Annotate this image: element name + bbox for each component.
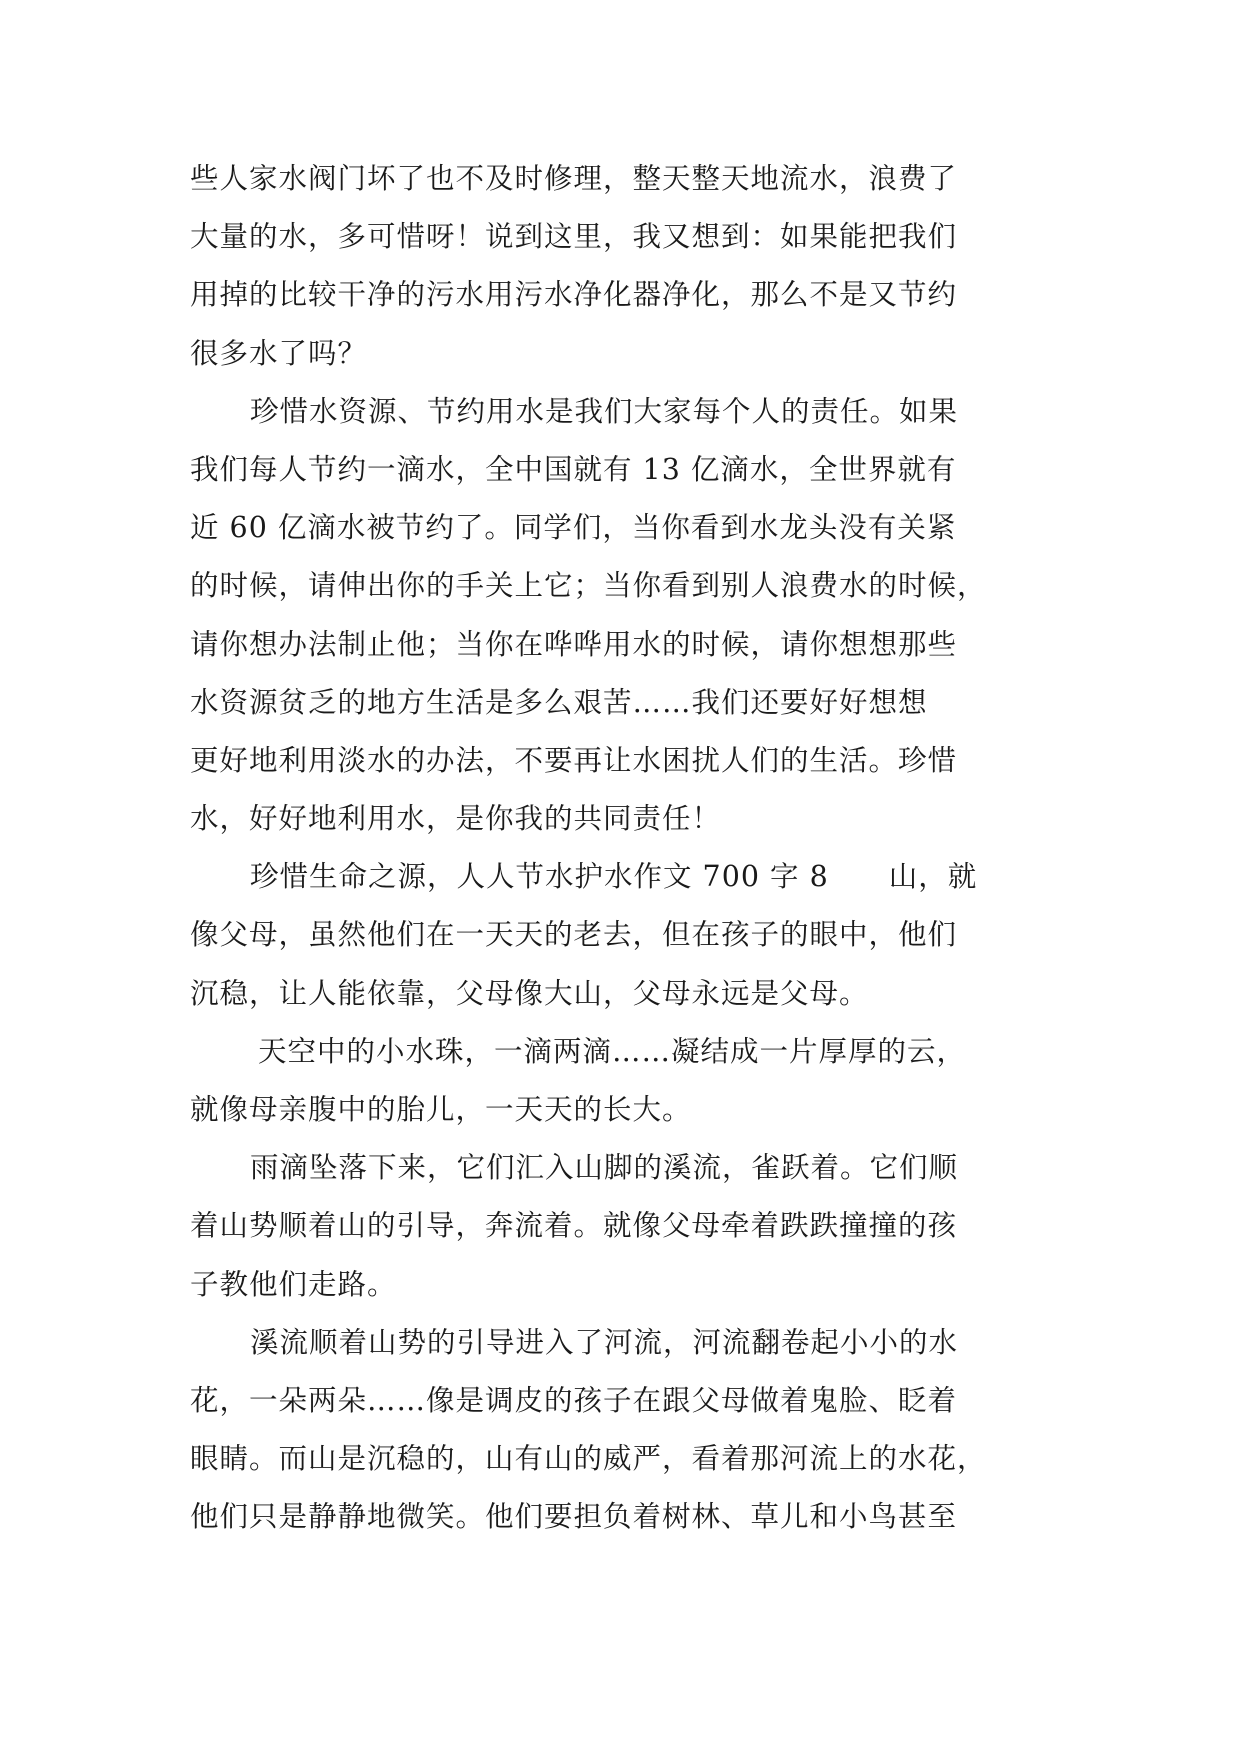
- paragraph: [190, 1023, 1070, 1139]
- text-line: 就像母亲腹中的胎儿，一天天的长大。: [190, 1093, 692, 1126]
- text-line: 很多水了吗？: [190, 336, 368, 370]
- text-line: 的时候，请伸出你的手关上它；当你看到别人浪费水的时候，: [190, 569, 987, 603]
- text-line: 他们只是静静地微笑。他们要担负着树林、草儿和小鸟甚至: [190, 1500, 958, 1534]
- paragraph: [190, 1139, 1070, 1314]
- paragraph: [190, 150, 1070, 383]
- paragraph: [190, 1314, 1070, 1547]
- text-line: 用掉的比较干净的污水用污水净化器净化，那么不是又节约: [190, 278, 958, 312]
- text-line: 像父母，虽然他们在一天天的老去，但在孩子的眼中，他们: [190, 918, 958, 952]
- text-line: 花，一朵两朵……像是调皮的孩子在跟父母做着鬼脸、眨着: [190, 1383, 958, 1417]
- paragraph: [190, 848, 1070, 1023]
- text-line: 水，好好地利用水，是你我的共同责任！: [190, 802, 722, 836]
- text-line: 子教他们走路。: [190, 1267, 397, 1301]
- text-line: 沉稳，让人能依靠，父母像大山，父母永远是父母。: [190, 976, 869, 1010]
- text-line: 溪流顺着山势的引导进入了河流，河流翻卷起小小的水: [250, 1325, 959, 1359]
- text-line: 眼睛。而山是沉稳的，山有山的威严，看着那河流上的水花，: [190, 1442, 987, 1476]
- text-line: 水资源贫乏的地方生活是多么艰苦……我们还要好好想想: [190, 685, 928, 719]
- text-line: 请你想办法制止他；当你在哗哗用水的时候，请你想想那些: [190, 627, 958, 661]
- text-line: 更好地利用淡水的办法，不要再让水困扰人们的生活。珍惜: [190, 743, 958, 777]
- text-line: 天空中的小水珠，一滴两滴……凝结成一片厚厚的云，: [258, 1034, 967, 1068]
- text-line: 珍惜水资源、节约用水是我们大家每个人的责任。如果: [250, 394, 959, 428]
- paragraph: [190, 383, 1070, 849]
- text-line: 些人家水阀门坏了也不及时修理，整天整天地流水，浪费了: [190, 162, 958, 195]
- document-body: [190, 150, 1070, 1547]
- text-line: 我们每人节约一滴水，全中国就有 13 亿滴水，全世界就有: [190, 452, 957, 486]
- text-line: 雨滴坠落下来，它们汇入山脚的溪流，雀跃着。它们顺: [250, 1151, 959, 1185]
- text-line: [190, 848, 1070, 906]
- text-fragment: 山，就: [888, 860, 978, 894]
- article-title: 珍惜生命之源，人人节水护水作文 700 字 8: [250, 860, 829, 894]
- text-line: 近 60 亿滴水被节约了。同学们，当你看到水龙头没有关紧: [190, 511, 957, 545]
- text-line: 大量的水，多可惜呀！说到这里，我又想到：如果能把我们: [190, 220, 958, 254]
- text-line: 着山势顺着山的引导，奔流着。就像父母牵着跌跌撞撞的孩: [190, 1209, 958, 1243]
